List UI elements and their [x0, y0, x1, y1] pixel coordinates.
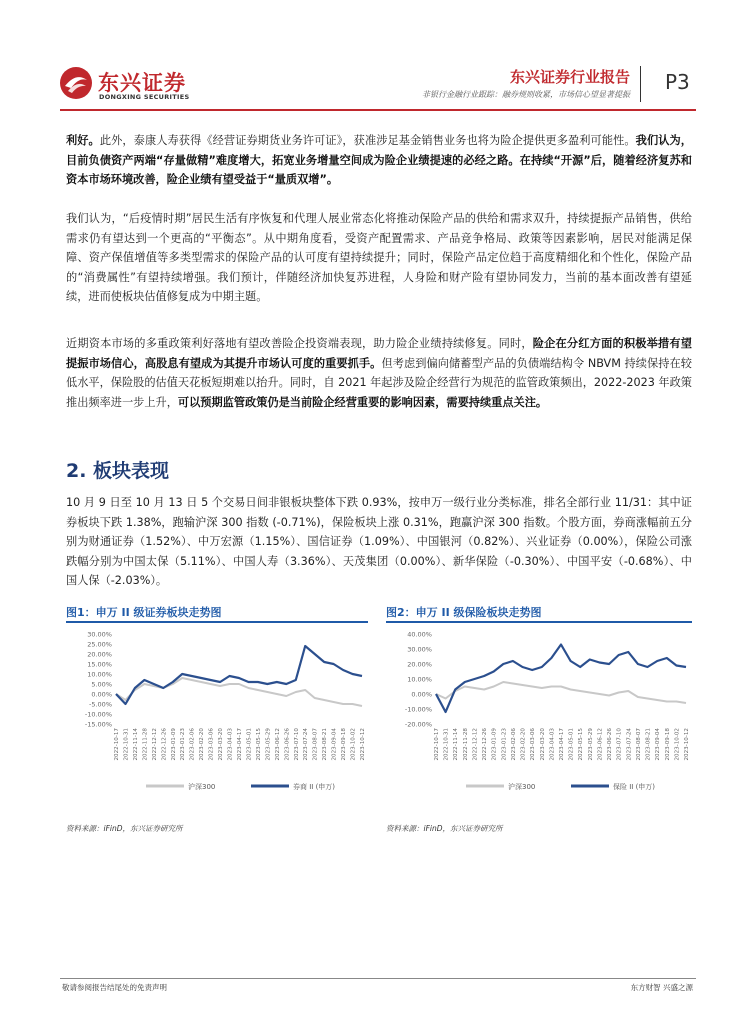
header-rule	[60, 109, 696, 111]
x-tick-label: 2023-05-29	[587, 728, 594, 761]
footer-slogan: 东方财智 兴盛之源	[630, 983, 693, 992]
x-tick-label: 2023-02-06	[510, 728, 517, 761]
page-number: P3	[665, 70, 690, 94]
bold-run: 可以预期监管政策仍是当前险企经营重要的影响因素，需要持续重点关注。	[177, 395, 548, 409]
bold-run: 利好。	[66, 134, 100, 147]
x-tick-label: 2023-05-15	[255, 728, 262, 761]
x-tick-label: 2023-05-01	[568, 728, 575, 761]
text-run: 10 月 9 日至 10 月 13 日 5 个交易日间非银板块整体下跌 0.93%，按申万一级行业分类标准，排名全部行业 11/31：其中证券板块下跌 1.38%，跑输沪深 300 指数 (-0.71%)，保险板块上涨 0.31%，跑赢沪深 300 指数。个股方面，券商涨幅前五分别为财通证券（1.52%）、中万宏源（1.15%）、国信证券（1.09%）、中国银河（0.82%）、兴业证券（0.00%），保险公司涨跌幅分别为中国太保（5.11%）、中国人寿（3.36%）、天茂集团（0.00%）、新华保险（-0.30%）、中国平安（-0.68%）、中国人保（-2.03%）。	[66, 496, 692, 588]
x-tick-label: 2022-10-31	[443, 728, 450, 761]
x-tick-label: 2022-11-14	[453, 728, 460, 761]
series-line-0	[436, 682, 686, 703]
text-run: 但考虑到偏向储蓄型产品的负债端结构令 NBVM 持续保持在较低水平，保险股的估值天花板短期难以抬升。同时，自 2021 年起涉及险企经营行为规范的监管政策频出，2022-2023 年政策推出频率进一步上升，	[66, 356, 692, 409]
figure-1-rule	[66, 621, 368, 623]
report-title: 东兴证券行业报告	[509, 68, 630, 86]
chart-securities	[66, 626, 368, 812]
x-tick-label: 2023-01-23	[180, 728, 187, 761]
x-tick-label: 2022-10-17	[434, 728, 440, 761]
chart-insurance	[386, 626, 692, 812]
disclaimer-note: 敬请参阅报告结尾处的免责声明	[62, 983, 167, 992]
x-tick-label: 2023-09-18	[341, 728, 348, 761]
x-tick-label: 2023-10-12	[684, 728, 690, 761]
logo-text: 东兴证券	[98, 71, 186, 95]
series-line-1	[436, 645, 686, 713]
figure-2-rule	[386, 621, 692, 623]
y-tick-label: -10.00%	[84, 710, 112, 719]
x-tick-label: 2023-08-07	[635, 728, 642, 761]
section-title: 2. 板块表现	[66, 460, 170, 482]
bold-run: 我们认为，目前负债资产两端“存量做精”难度增大，拓宽业务增量空间成为险企业绩提速的必经之路。在持续“开源”后，随着经济复苏和资本市场环境改善，险企业绩有望受益于“量质双增”。	[66, 134, 692, 187]
x-tick-label: 2023-03-06	[530, 728, 537, 761]
x-tick-label: 2023-03-20	[218, 728, 225, 761]
x-tick-label: 2023-10-12	[360, 728, 366, 761]
y-tick-label: -10.00%	[404, 705, 432, 714]
paragraph-3	[66, 334, 692, 412]
legend-label: 保险 II (申万)	[613, 783, 656, 791]
x-tick-label: 2023-05-29	[265, 728, 272, 761]
y-tick-label: 5.00%	[91, 680, 112, 689]
y-tick-label: -5.00%	[89, 700, 112, 709]
figure-1-source: 资料来源：iFinD，东兴证券研究所	[66, 824, 183, 833]
series-line-1	[116, 646, 362, 704]
y-tick-label: 20.00%	[87, 650, 112, 659]
x-tick-label: 2023-09-18	[664, 728, 671, 761]
x-tick-label: 2023-02-20	[199, 728, 206, 761]
x-tick-label: 2023-06-26	[607, 728, 614, 761]
x-tick-label: 2023-01-09	[491, 728, 498, 761]
x-tick-label: 2023-05-01	[246, 728, 253, 761]
x-tick-label: 2023-02-06	[189, 728, 196, 761]
x-tick-label: 2023-03-06	[208, 728, 215, 761]
x-tick-label: 2022-12-26	[161, 728, 168, 761]
x-tick-label: 2022-11-28	[462, 728, 469, 761]
y-tick-label: 10.00%	[407, 675, 432, 684]
bold-run: 险企在分红方面的积极举措有望提振市场信心，高股息有望成为其提升市场认可度的重要抓手。	[66, 337, 692, 370]
legend-label: 沪深300	[188, 783, 216, 791]
x-tick-label: 2022-11-14	[132, 728, 139, 761]
figure-2-title: 图2：申万 II 级保险板块走势图	[386, 606, 542, 619]
y-tick-label: 10.00%	[87, 670, 112, 679]
y-tick-label: 25.00%	[87, 640, 112, 649]
text-run: 近期资本市场的多重政策利好落地有望改善险企投资端表现，助力险企业绩持续修复。同时，	[66, 337, 533, 350]
x-tick-label: 2023-08-21	[645, 728, 652, 761]
paragraph-1	[66, 131, 692, 190]
x-tick-label: 2023-04-03	[549, 728, 556, 761]
x-tick-label: 2023-06-26	[284, 728, 291, 761]
paragraph-2	[66, 209, 692, 307]
x-tick-label: 2023-04-03	[227, 728, 234, 761]
x-tick-label: 2023-07-10	[616, 728, 623, 761]
paragraph-4	[66, 493, 692, 591]
legend-label: 沪深300	[508, 783, 536, 791]
x-tick-label: 2023-06-12	[274, 728, 281, 761]
legend-label: 券商 II (申万)	[293, 783, 336, 791]
text-run: 此外，泰康人寿获得《经营证券期货业务许可证》，获准涉足基金销售业务也将为险企提供更多盈利可能性。	[99, 134, 636, 147]
y-tick-label: 20.00%	[407, 660, 432, 669]
y-tick-label: 30.00%	[407, 645, 432, 654]
header-divider	[640, 66, 641, 102]
x-tick-label: 2023-07-24	[303, 728, 310, 761]
x-tick-label: 2022-12-26	[482, 728, 489, 761]
x-tick-label: 2023-01-23	[501, 728, 508, 761]
x-tick-label: 2022-12-12	[151, 728, 158, 761]
x-tick-label: 2023-10-02	[350, 728, 357, 761]
x-tick-label: 2023-06-12	[597, 728, 604, 761]
y-tick-label: 40.00%	[407, 630, 432, 639]
y-tick-label: -15.00%	[84, 720, 112, 729]
y-tick-label: 15.00%	[87, 660, 112, 669]
x-tick-label: 2022-10-17	[114, 728, 120, 761]
figure-2-source: 资料来源：iFinD，东兴证券研究所	[386, 824, 503, 833]
x-tick-label: 2023-04-17	[237, 728, 243, 761]
y-tick-label: -20.00%	[404, 720, 432, 729]
x-tick-label: 2023-01-09	[170, 728, 177, 761]
x-tick-label: 2022-10-31	[123, 728, 130, 761]
footer-rule	[60, 978, 696, 979]
x-tick-label: 2023-09-04	[655, 728, 662, 761]
x-tick-label: 2023-03-20	[539, 728, 546, 761]
y-tick-label: 30.00%	[87, 630, 112, 639]
x-tick-label: 2023-02-20	[520, 728, 527, 761]
x-tick-label: 2023-07-24	[626, 728, 633, 761]
logo-subtext: DONGXING SECURITIES	[99, 93, 190, 101]
text-run: 我们认为，“后疫情时期”居民生活有序恢复和代理人展业常态化将推动保险产品的供给和需求双升，持续提振产品销售，供给需求仍有望达到一个更高的“平衡态”。从中期角度看，受资产配置需求、产品竞争格局、政策等因素影响，居民对能满足保障、资产保值增值等多类型需求的保险产品的认可度有望持续提升；同时，保险产品定位趋于高度精细化和个性化，保险产品的“消费属性”有望持续增强。我们预计，伴随经济加快复苏进程，人身险和财产险有望协同发力，当前的基本面改善有望延续，进而使板块估值修复成为中期主题。	[66, 212, 692, 304]
x-tick-label: 2023-09-04	[331, 728, 338, 761]
x-tick-label: 2023-07-10	[293, 728, 300, 761]
x-tick-label: 2023-10-02	[674, 728, 681, 761]
series-line-0	[116, 678, 362, 706]
logo-icon	[59, 66, 93, 100]
x-tick-label: 2023-05-15	[578, 728, 585, 761]
report-subtitle: 非银行金融行业跟踪：融券规则收紧，市场信心望显著提振	[422, 90, 630, 99]
x-tick-label: 2023-04-17	[559, 728, 565, 761]
y-tick-label: 0.00%	[411, 690, 432, 699]
figure-1-title: 图1：申万 II 级证券板块走势图	[66, 606, 222, 619]
x-tick-label: 2022-12-12	[472, 728, 479, 761]
x-tick-label: 2022-11-28	[142, 728, 149, 761]
x-tick-label: 2023-08-21	[322, 728, 329, 761]
y-tick-label: 0.00%	[91, 690, 112, 699]
x-tick-label: 2023-08-07	[312, 728, 319, 761]
